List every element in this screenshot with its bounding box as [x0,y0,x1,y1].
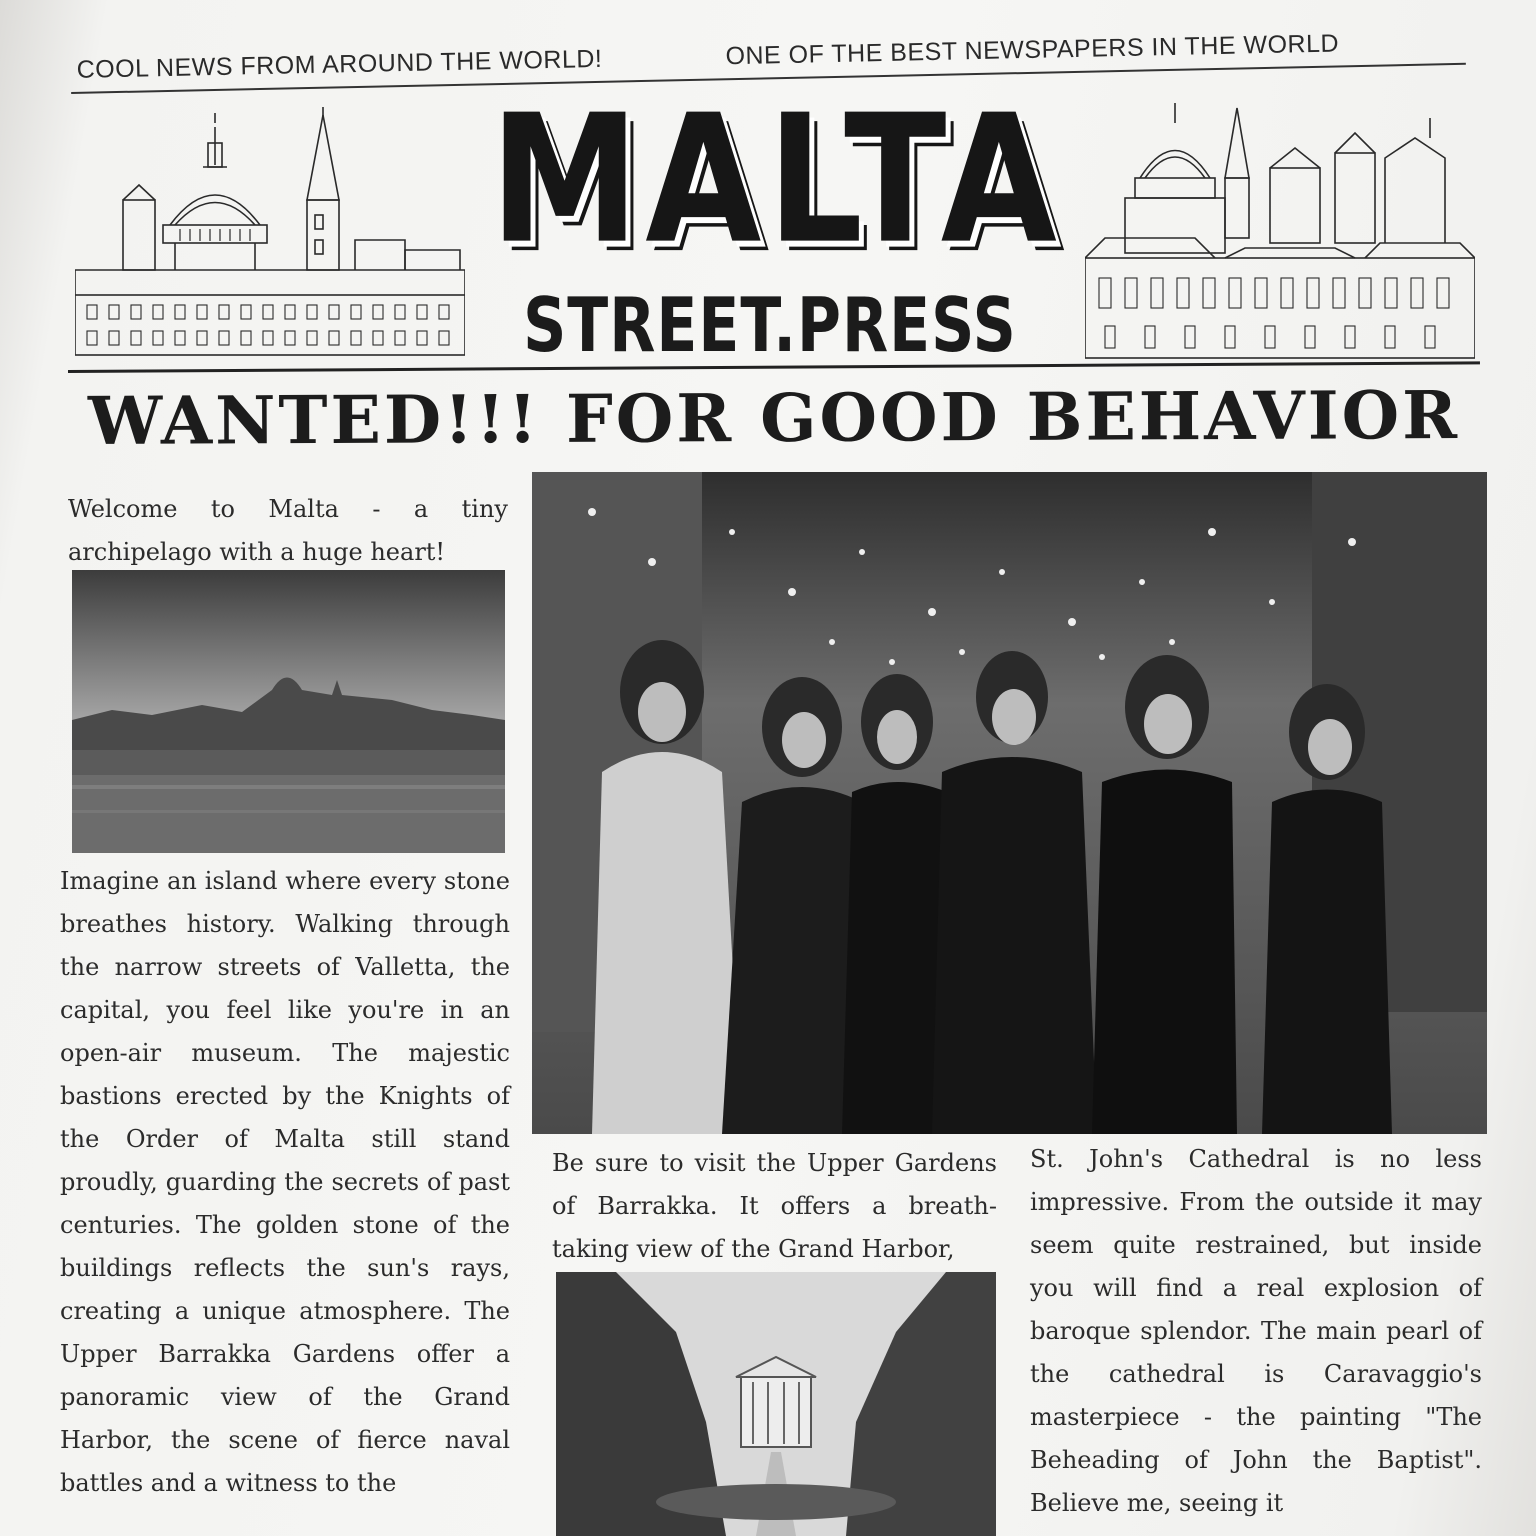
column-3-text: St. John's Cathedral is no less impressive. From the outside it may seem quite restrained, but inside you will find a real explosion of baroque splendor. The main pearl of the cathedral is Caravaggio's masterpiece - the painting "The Beheading of John the Baptist". Believe me, seeing it [1030,1145,1482,1517]
column-2-text: Be sure to visit the Upper Gardens of Barrakka. It offers a breath-taking view of the Grand Harbor, [552,1149,997,1263]
masthead-title: MALTA [490,77,1063,284]
left-skyline-illustration [75,105,465,360]
tagline-right: ONE OF THE BEST NEWSPAPERS IN THE WORLD [725,29,1340,71]
intro-text: Welcome to Malta - a tiny archipelago with a huge heart! [68,495,508,566]
column-1-text: Imagine an island where every stone breathes history. Walking through the narrow streets of Valletta, the capital, you feel like you're in an open-air museum. The majestic bastions erected by the Knights of the Order of Malta still stand proudly, guarding the secrets of past centuries. The golden stone of the buildings reflects the sun's rays, creating a unique atmosphere. The Upper Barrakka Gardens offer a panoramic view of the Grand Harbor, the scene of fierce naval battles and a witness to the [60,867,510,1497]
right-skyline-illustration [1085,98,1475,363]
group-photo [532,472,1487,1134]
barrakka-gardens-photo [556,1272,996,1536]
headline: WANTED!!! FOR GOOD BEHAVIOR [87,376,1461,460]
masthead-subtitle: STREET.PRESS [523,282,1017,370]
tagline-bar [70,9,1466,88]
valletta-photo [72,570,505,853]
tagline-left: COOL NEWS FROM AROUND THE WORLD! [76,44,603,84]
